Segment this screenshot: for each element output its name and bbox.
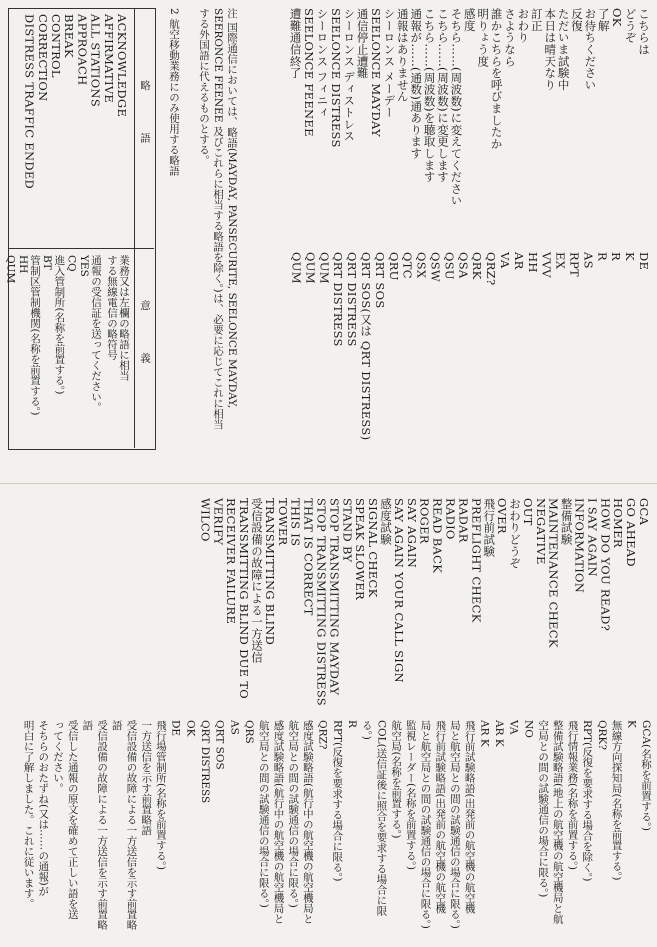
jp-word: OK: [610, 8, 625, 27]
meaning: 監視レーダー(名称を前置する。): [404, 720, 417, 870]
jp-word: 通信停止遭難: [355, 8, 370, 79]
meaning: 飛行前試験略語(出発前の航空機の航空機: [463, 720, 476, 914]
meaning: 感度試験略語(航行中の航空機の航空機局と: [301, 720, 314, 924]
term: 感度試験: [379, 498, 393, 546]
jp-word: 誰かこちらを呼びましたか: [489, 8, 504, 150]
code-entry: QRT SOS(又は QRT DISTRESS): [359, 252, 373, 441]
meaning: 空局との間の試験通信の場合に限る。): [537, 720, 550, 898]
jp-word: 遭難通信終了: [288, 8, 303, 79]
meaning: 明白に了解しました。これに従います。: [22, 720, 35, 909]
code-entry: QUM: [303, 252, 318, 284]
jp-word: おわり: [516, 8, 531, 44]
jp-word: SEELONCE FEENEE: [302, 8, 316, 137]
term: STAND BY: [340, 498, 355, 563]
meaning: GCA(名称を前置する。): [640, 720, 652, 831]
table-header-divider: [134, 8, 135, 448]
term: THAT IS CORRECT: [301, 498, 316, 616]
meaning: 受信した通報の原文を確めて正しい語を送: [66, 720, 79, 920]
term: VERIFY: [211, 498, 226, 546]
jp-word: 本日は晴天なり: [543, 8, 558, 91]
code-entry: QUM: [317, 252, 332, 284]
term: NEGATIVE: [533, 498, 548, 565]
meaning: COL(送信証後に照合を要求する場合に限: [375, 720, 388, 916]
jp-word: シーロンス フィニィ: [315, 8, 330, 119]
jp-word: 明りょう度: [476, 8, 491, 67]
meaning: QRT SOS: [213, 720, 226, 770]
term: GCA: [637, 498, 651, 526]
meaning: 飛行場管制所(名称を前置する。): [154, 720, 167, 870]
meanings-column: [0, 484, 657, 947]
code-entry: QRT SOS: [372, 252, 387, 309]
meaning: QRS: [243, 720, 256, 744]
term: TRANSMITTING BLIND: [262, 498, 277, 646]
meaning: ってください。: [52, 720, 64, 794]
meaning: RPT(反復を要求する場合に限る。): [331, 720, 344, 882]
code-entry: QRK: [470, 252, 485, 280]
meaning: 航空局(名称を前置する。): [390, 720, 403, 839]
jp-word: 感度: [462, 8, 477, 32]
jp-word: 通報が……(通数)通あります: [409, 8, 424, 160]
table-term: CORRECTION: [35, 14, 50, 102]
jp-word: 通報はありません: [395, 8, 410, 103]
term: READ BACK: [430, 498, 445, 574]
code-entry: QRT DISTRESS: [345, 252, 360, 347]
table-term: BREAK: [62, 14, 77, 58]
jp-word: こちら……(周波数)に変更します: [436, 8, 450, 183]
table-header-term: 略 語: [139, 80, 151, 143]
meaning: R: [346, 720, 358, 728]
code-entry: QRT DISTRESS: [331, 252, 346, 347]
term: OUT: [520, 498, 535, 526]
code-entry: VA: [498, 252, 512, 269]
term: 整備試験: [559, 498, 574, 546]
note-line: SEERONCE FEENEE 及びこれらに相当する略語を除く。)は、必要に応じてこれに相当: [212, 8, 224, 430]
table-meaning: 管制区管制機関(名称を前置する。): [29, 255, 41, 416]
term: I SAY AGAIN: [585, 498, 600, 577]
jp-word: 了解: [596, 8, 611, 32]
term: INFORMATION: [572, 498, 587, 594]
code-entry: R: [595, 252, 610, 261]
jp-word: こちらは: [637, 8, 651, 56]
code-entry: AS: [581, 252, 596, 269]
jp-word: どうぞ: [623, 8, 638, 44]
jp-word: そちら……(周波数)に変えてください: [449, 8, 464, 207]
term: ROGER: [417, 498, 432, 544]
table-term: DISTRESS TRAFFIC ENDED: [22, 14, 37, 190]
table-term: CONTROL: [49, 14, 63, 78]
meaning: DE: [169, 720, 182, 737]
table-meaning: QUM: [4, 255, 17, 284]
term: MAINTENANCE CHECK: [546, 498, 561, 648]
meaning: AR K: [493, 720, 505, 747]
jp-word: SEELONCE DISTRESS: [328, 8, 343, 148]
code-entry: VVV: [539, 252, 554, 278]
meaning: RPT(反復を要求する場合を除く。): [581, 720, 594, 882]
jp-word: 訂正: [529, 8, 544, 32]
code-entry: HH: [525, 252, 540, 273]
term: 受信設備の故障による一方送信: [250, 498, 264, 664]
jp-word: お待ちください: [583, 8, 598, 91]
table-term: AFFIRMATIVE: [101, 14, 116, 104]
table-term: ALL STATIONS: [88, 14, 103, 108]
table-header-sub: 業務又は左欄の略語に相当: [118, 255, 130, 381]
term: STOP TRANSMITTING MAYDAY: [327, 498, 342, 696]
meaning: QRZ?: [316, 720, 329, 750]
table-header-meaning: 意 義: [139, 300, 151, 363]
meaning: 語: [81, 720, 94, 731]
table-meaning: 通報の受信証を送ってください。: [90, 255, 102, 413]
term: GO AHEAD: [624, 498, 639, 567]
term: RECEIVER FAILURE: [224, 498, 239, 625]
meaning: NO: [522, 720, 535, 738]
table-term: APPROACH: [75, 14, 90, 86]
jp-word: ただいま試験中: [556, 8, 571, 91]
meaning: AR K: [478, 720, 491, 747]
meaning: 局と航空局との間の試験通信の場合に限る。): [448, 720, 461, 929]
code-entry: QTC: [400, 252, 415, 279]
meaning: QRT DISTRESS: [199, 720, 211, 804]
term: WILCO: [198, 498, 213, 542]
code-entry: QSX: [414, 252, 429, 279]
meaning: そちらのおたずね(又は……の通報)が: [37, 720, 50, 897]
note-line: する外国語に代えるものとする。: [198, 8, 210, 166]
meaning: OK: [184, 720, 197, 737]
term: おわりどうぞ: [508, 498, 522, 569]
code-entry: QRU: [386, 252, 401, 281]
term: HOMER: [611, 498, 626, 548]
bottom-page: [0, 484, 657, 947]
jp-word: SEELONCE MAYDAY: [369, 8, 383, 138]
jp-word: シーロンス メーデー: [382, 8, 397, 119]
code-entry: AR: [511, 252, 526, 270]
meaning: 語: [110, 720, 123, 731]
code-entry: K: [623, 252, 638, 261]
note-heading: 2 航空移動業務にのみ使用する略語: [168, 8, 180, 176]
meaning: 一方送信を示す前置略語: [140, 720, 153, 836]
meaning: る。): [360, 720, 373, 740]
code-entry: QSW: [428, 252, 443, 283]
term: RADAR: [456, 498, 471, 543]
term: PREFLIGHT CHECK: [469, 498, 484, 623]
term: OVER: [495, 498, 510, 534]
table-meaning: CQ: [65, 255, 78, 272]
table-meaning: 進入管制所(名称を前置する。): [53, 255, 66, 395]
term: HOW DO YOU READ?: [598, 498, 613, 632]
term: SIGNAL CHECK: [366, 498, 381, 598]
term: SPEAK SLOWER: [353, 498, 368, 600]
code-entry: EX: [553, 252, 568, 270]
code-entry: DE: [637, 252, 651, 271]
code-entry: QSA: [456, 252, 471, 279]
code-entry: R: [609, 252, 624, 261]
term: TOWER: [275, 498, 290, 546]
table-column-divider: [8, 248, 154, 249]
meaning: K: [625, 720, 638, 728]
meaning: 受信設備の故障による一方送信を示す前置略: [96, 720, 109, 930]
meaning: 整備試験略語(地上の航空機の航空機局と航: [551, 720, 564, 924]
jp-word: こちら……(周波数)を聴取します: [422, 8, 437, 183]
meaning: AS: [228, 720, 241, 735]
jp-word: さようなら: [503, 8, 517, 67]
jp-word: 反復: [570, 8, 584, 32]
code-entry: RPT: [567, 252, 582, 277]
table-meaning: BT: [41, 255, 54, 270]
meaning: 感度試験略語(航行中の航空機の航空機局と: [272, 720, 285, 924]
term: 飛行前試験: [482, 498, 497, 557]
term: STOP TRANSMITTING DISTRESS: [314, 498, 329, 706]
meaning: VA: [507, 720, 520, 735]
meaning: 飛行前試験略語(出発前の航空機の航空機: [434, 720, 447, 914]
term: THIS IS: [288, 498, 303, 547]
meaning: 飛行情報業務(名称を前置する。): [566, 720, 579, 870]
meaning: 航空局との間の試験通信の場合に限る。): [287, 720, 300, 908]
term: SAY AGAIN: [404, 498, 419, 569]
jp-word: シーロンス ディストレス: [342, 8, 357, 142]
table-term: ACKNOWLEDGE: [115, 14, 129, 118]
table-meaning: HH: [16, 255, 29, 274]
meaning: 受信設備の故障による一方送信を示す前置略: [125, 720, 138, 930]
note-line: 注 国際通信においては、略語(MAYDAY, PANSECURITE, SEELONCE MAYDAY,: [226, 8, 238, 409]
meaning: 局と航空局との間の試験通信の場合に限る。): [419, 720, 432, 929]
code-entry: QUM: [289, 252, 304, 284]
meaning: 無線方向探知局(名称を前置する。): [610, 720, 623, 881]
term: TRANSMITTING BLIND DUE TO: [237, 498, 252, 700]
meaning: 航空局との間の試験通信の場合に限る。): [257, 720, 270, 908]
table-meaning: YES: [77, 255, 90, 277]
term: RADIO: [443, 498, 458, 540]
term: SAY AGAIN YOUR CALL SIGN: [391, 498, 406, 683]
table-header-sub: する無線電信の略符号: [106, 255, 118, 360]
meaning: QRK?: [595, 720, 608, 750]
code-entry: QRZ?: [484, 252, 499, 286]
code-entry: QSU: [442, 252, 457, 280]
